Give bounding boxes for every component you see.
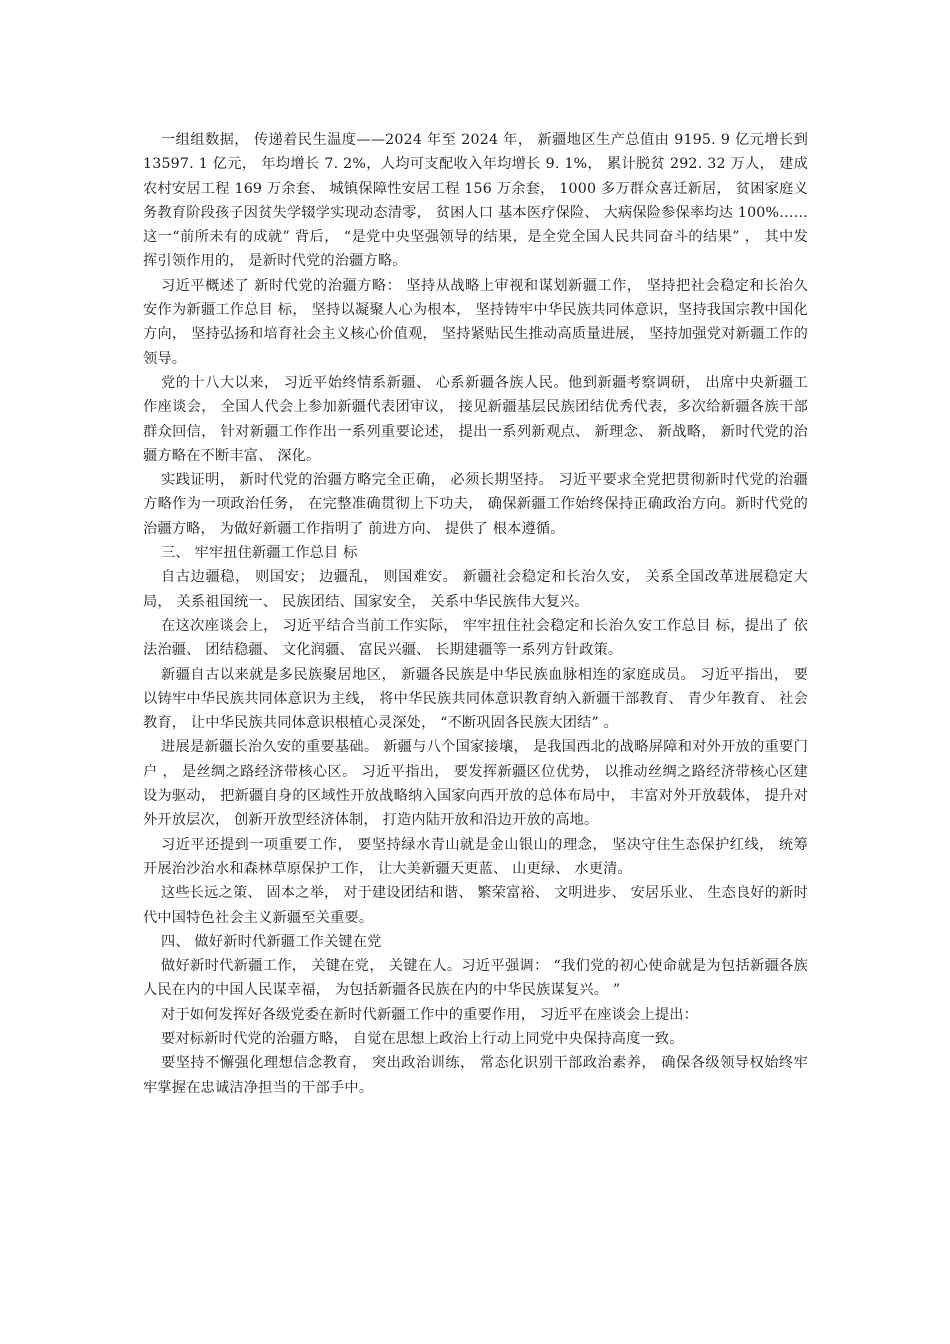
paragraph-14: 要坚持不懈强化理想信念教育， 突出政治训练， 常态化识别干部政治素养， 确保各级领导权始终牢牢掌握在忠诚洁净担当的干部手中。 <box>143 1055 808 1096</box>
paragraph-10: 这些长远之策、 固本之举， 对于建设团结和谐、 繁荣富裕、 文明进步、 安居乐业、 生态良好的新时代中国特色社会主义新疆至关重要。 <box>143 885 808 926</box>
document-body <box>143 128 808 1100</box>
paragraph-3: 党的十八大以来， 习近平始终情系新疆、 心系新疆各族人民。他到新疆考察调研， 出席中央新疆工作座谈会， 全国人代会上参加新疆代表团审议， 接见新疆基层民族团结优秀代表，多次给新疆各族干部群众回信， 针对新疆工作作出一系列重要论述， 提出一系列新观点、 新理念、 新战略， 新时代党的治疆方略在不断丰富、 深化。 <box>143 374 808 464</box>
paragraph-7: 新疆自古以来就是多民族聚居地区， 新疆各民族是中华民族血脉相连的家庭成员。 习近平指出， 要以铸牢中华民族共同体意识为主线， 将中华民族共同体意识教育纳入新疆干部教育、 青少年教育、 社会教育， 让中华民族共同体意识根植心灵深处， “不断巩固各民族大团结” 。 <box>143 666 808 732</box>
paragraph-6: 在这次座谈会上， 习近平结合当前工作实际， 牢牢扭住社会稳定和长治久安工作总目 标，提出了 依法治疆、 团结稳疆、 文化润疆、 富民兴疆、 长期建疆等一系列方针政策。 <box>143 617 808 659</box>
paragraph-9: 习近平还提到一项重要工作， 要坚持绿水青山就是金山银山的理念， 坚决守住生态保护红线， 统筹开展治沙治水和森林草原保护工作， 让大美新疆天更蓝、 山更绿、 水更清。 <box>143 836 808 877</box>
paragraph-4: 实践证明， 新时代党的治疆方略完全正确， 必须长期坚持。 习近平要求全党把贯彻新时代党的治疆方略作为一项政治任务， 在完整准确贯彻上下功夫， 确保新疆工作始终保持正确政治方向。新时代党的治疆方略， 为做好新疆工作指明了 前进方向、 提供了 根本遵循。 <box>143 472 808 537</box>
paragraph-8: 进展是新疆长治久安的重要基础。 新疆与八个国家接壤， 是我国西北的战略屏障和对外开放的重要门户 ， 是丝绸之路经济带核心区。 习近平指出， 要发挥新疆区位优势， 以推动丝绸之路经济带核心区建设为驱动， 把新疆自身的区域性开放战略纳入国家向西开放的总体布局中， 丰富对外开放载体， 提升对外开放层次， 创新开放型经济体制， 打造内陆开放和沿边开放的高地。 <box>143 739 808 829</box>
paragraph-1: 一组组数据， 传递着民生温度——2024 年至 2024 年， 新疆地区生产总值由 9195. 9 亿元增长到 13597. 1 亿元， 年均增长 7. 2%，人均可支配收入年均增长 9. 1%， 累计脱贫 292. 32 万人， 建成农村安居工程 169 万余套、 城镇保障性安居工程 156 万余套， 1000 多万群众喜迁新居， 贫困家庭义务教育阶段孩子因贫失学辍学实现动态清零， 贫困人口 基本医疗保险、 大病保险参保率均达 100%……这一“前所未有的成就” 背后， “是党中央坚强领导的结果，是全党全国人民共同奋斗的结果” ， 其中发挥引领作用的， 是新时代党的治疆方略。 <box>143 132 808 270</box>
paragraph-2: 习近平概述了 新时代党的治疆方略： 坚持从战略上审视和谋划新疆工作， 坚持把社会稳定和长治久安作为新疆工作总目 标， 坚持以凝聚人心为根本， 坚持铸牢中华民族共同体意识，坚持我国宗教中国化方向， 坚持弘扬和培育社会主义核心价值观， 坚持紧贴民生推动高质量进展， 坚持加强党对新疆工作的领导。 <box>143 277 808 367</box>
paragraph-12: 对于如何发挥好各级党委在新时代新疆工作中的重要作用， 习近平在座谈会上提出： <box>161 1006 699 1023</box>
section-heading-3: 三、 牢牢扭住新疆工作总目 标 <box>161 545 358 562</box>
paragraph-5: 自古边疆稳， 则国安； 边疆乱， 则国难安。 新疆社会稳定和长治久安， 关系全国改革进展稳定大局， 关系祖国统一、 民族团结、国家安全， 关系中华民族伟大复兴。 <box>143 569 808 610</box>
paragraph-13: 要对标新时代党的治疆方略， 自觉在思想上政治上行动上同党中央保持高度一致。 <box>161 1030 684 1047</box>
paragraph-11: 做好新时代新疆工作， 关键在党， 关键在人。习近平强调： “我们党的初心使命就是为包括新疆各族人民在内的中国人民谋幸福， 为包括新疆各民族在内的中华民族谋复兴。 ” <box>143 958 808 999</box>
section-heading-4: 四、 做好新时代新疆工作关键在党 <box>161 933 382 950</box>
